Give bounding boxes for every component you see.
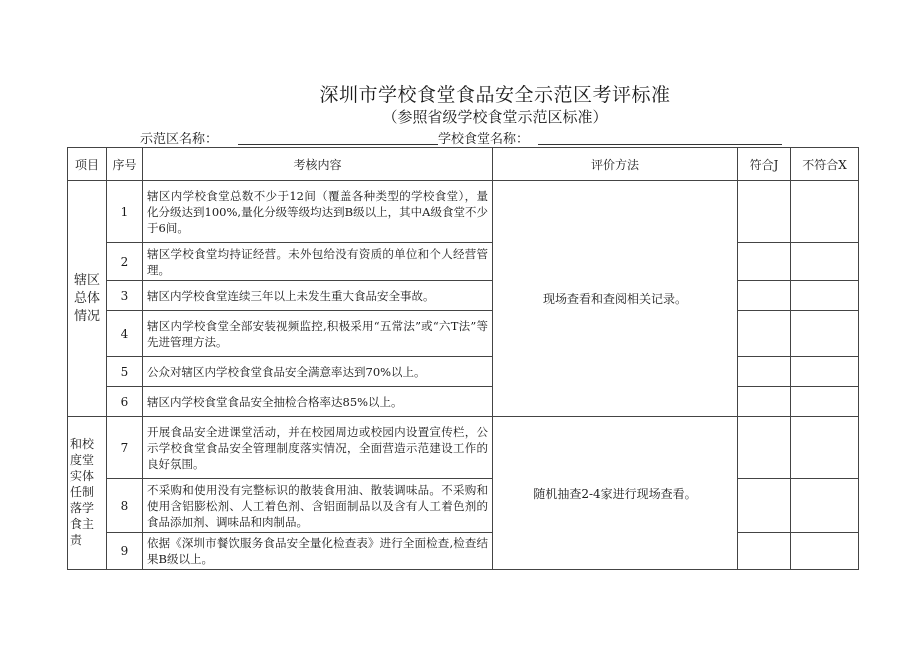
section-project-2: 和校度堂实体任制落学食主责	[68, 417, 107, 570]
table-row	[68, 417, 859, 479]
table-row	[68, 281, 859, 311]
row-number: 7	[107, 417, 143, 479]
nonconform-cell[interactable]	[791, 387, 859, 417]
header-project: 项目	[68, 148, 107, 181]
row-number: 6	[107, 387, 143, 417]
district-name-blank	[238, 144, 438, 145]
row-number: 9	[107, 533, 143, 570]
table-row	[68, 479, 859, 533]
canteen-name-label: 学校食堂名称：	[438, 132, 530, 147]
conform-cell[interactable]	[738, 311, 791, 357]
conform-cell[interactable]	[738, 417, 791, 479]
table-row	[68, 357, 859, 387]
evaluation-table	[67, 147, 859, 570]
conform-cell[interactable]	[738, 281, 791, 311]
row-content: 公众对辖区内学校食堂食品安全满意率达到70%以上。	[143, 357, 493, 387]
section-method-2: 随机抽查2-4家进行现场查看。	[493, 417, 738, 570]
row-content: 辖区内学校食堂总数不少于12间（覆盖各种类型的学校食堂），量化分级达到100%,量化分级等级均达到B级以上，其中A级食堂不少于6间。	[143, 181, 493, 243]
row-number: 3	[107, 281, 143, 311]
nonconform-cell[interactable]	[791, 281, 859, 311]
nonconform-cell[interactable]	[791, 311, 859, 357]
header-nonconform: 不符合X	[791, 148, 859, 181]
row-number: 2	[107, 243, 143, 281]
table-row	[68, 533, 859, 570]
canteen-name-blank	[538, 144, 782, 145]
row-number: 4	[107, 311, 143, 357]
section-project-1: 辖区总体情况	[68, 181, 107, 417]
table-row	[68, 311, 859, 357]
nonconform-cell[interactable]	[791, 533, 859, 570]
nonconform-cell[interactable]	[791, 417, 859, 479]
row-content: 辖区学校食堂均持证经营。未外包给没有资质的单位和个人经营管理。	[143, 243, 493, 281]
table-row	[68, 181, 859, 243]
conform-cell[interactable]	[738, 243, 791, 281]
conform-cell[interactable]	[738, 479, 791, 533]
document-title: 深圳市学校食堂食品安全示范区考评标准	[319, 84, 671, 106]
header-conform: 符合J	[738, 148, 791, 181]
conform-cell[interactable]	[738, 387, 791, 417]
header-method: 评价方法	[493, 148, 738, 181]
conform-cell[interactable]	[738, 357, 791, 387]
nonconform-cell[interactable]	[791, 243, 859, 281]
conform-cell[interactable]	[738, 181, 791, 243]
row-content: 辖区内学校食堂连续三年以上未发生重大食品安全事故。	[143, 281, 493, 311]
document-subtitle: （参照省级学校食堂示范区标准）	[382, 108, 608, 126]
table-row	[68, 243, 859, 281]
table-header-row	[68, 148, 859, 181]
row-content: 开展食品安全进课堂活动，并在校园周边或校园内设置宣传栏，公示学校食堂食品安全管理制度落实情况，全面营造示范建设工作的良好氛围。	[143, 417, 493, 479]
header-no: 序号	[107, 148, 143, 181]
row-number: 8	[107, 479, 143, 533]
row-content: 依据《深圳市餐饮服务食品安全量化检查表》进行全面检查,检查结果B级以上。	[143, 533, 493, 570]
row-content: 辖区内学校食堂全部安装视频监控,积极采用“五常法”或“六T法”等先进管理方法。	[143, 311, 493, 357]
row-content: 辖区内学校食堂食品安全抽检合格率达85%以上。	[143, 387, 493, 417]
nonconform-cell[interactable]	[791, 357, 859, 387]
row-number: 1	[107, 181, 143, 243]
row-content: 不采购和使用没有完整标识的散装食用油、散装调味品。不采购和使用含铝膨松剂、人工着色剂、含铝面制品以及含有人工着色剂的食品添加剂、调味品和肉制品。	[143, 479, 493, 533]
district-name-label: 示范区名称：	[140, 132, 219, 147]
header-content: 考核内容	[143, 148, 493, 181]
conform-cell[interactable]	[738, 533, 791, 570]
nonconform-cell[interactable]	[791, 181, 859, 243]
table-row	[68, 387, 859, 417]
nonconform-cell[interactable]	[791, 479, 859, 533]
section-method-1: 现场查看和查阅相关记录。	[493, 181, 738, 417]
row-number: 5	[107, 357, 143, 387]
